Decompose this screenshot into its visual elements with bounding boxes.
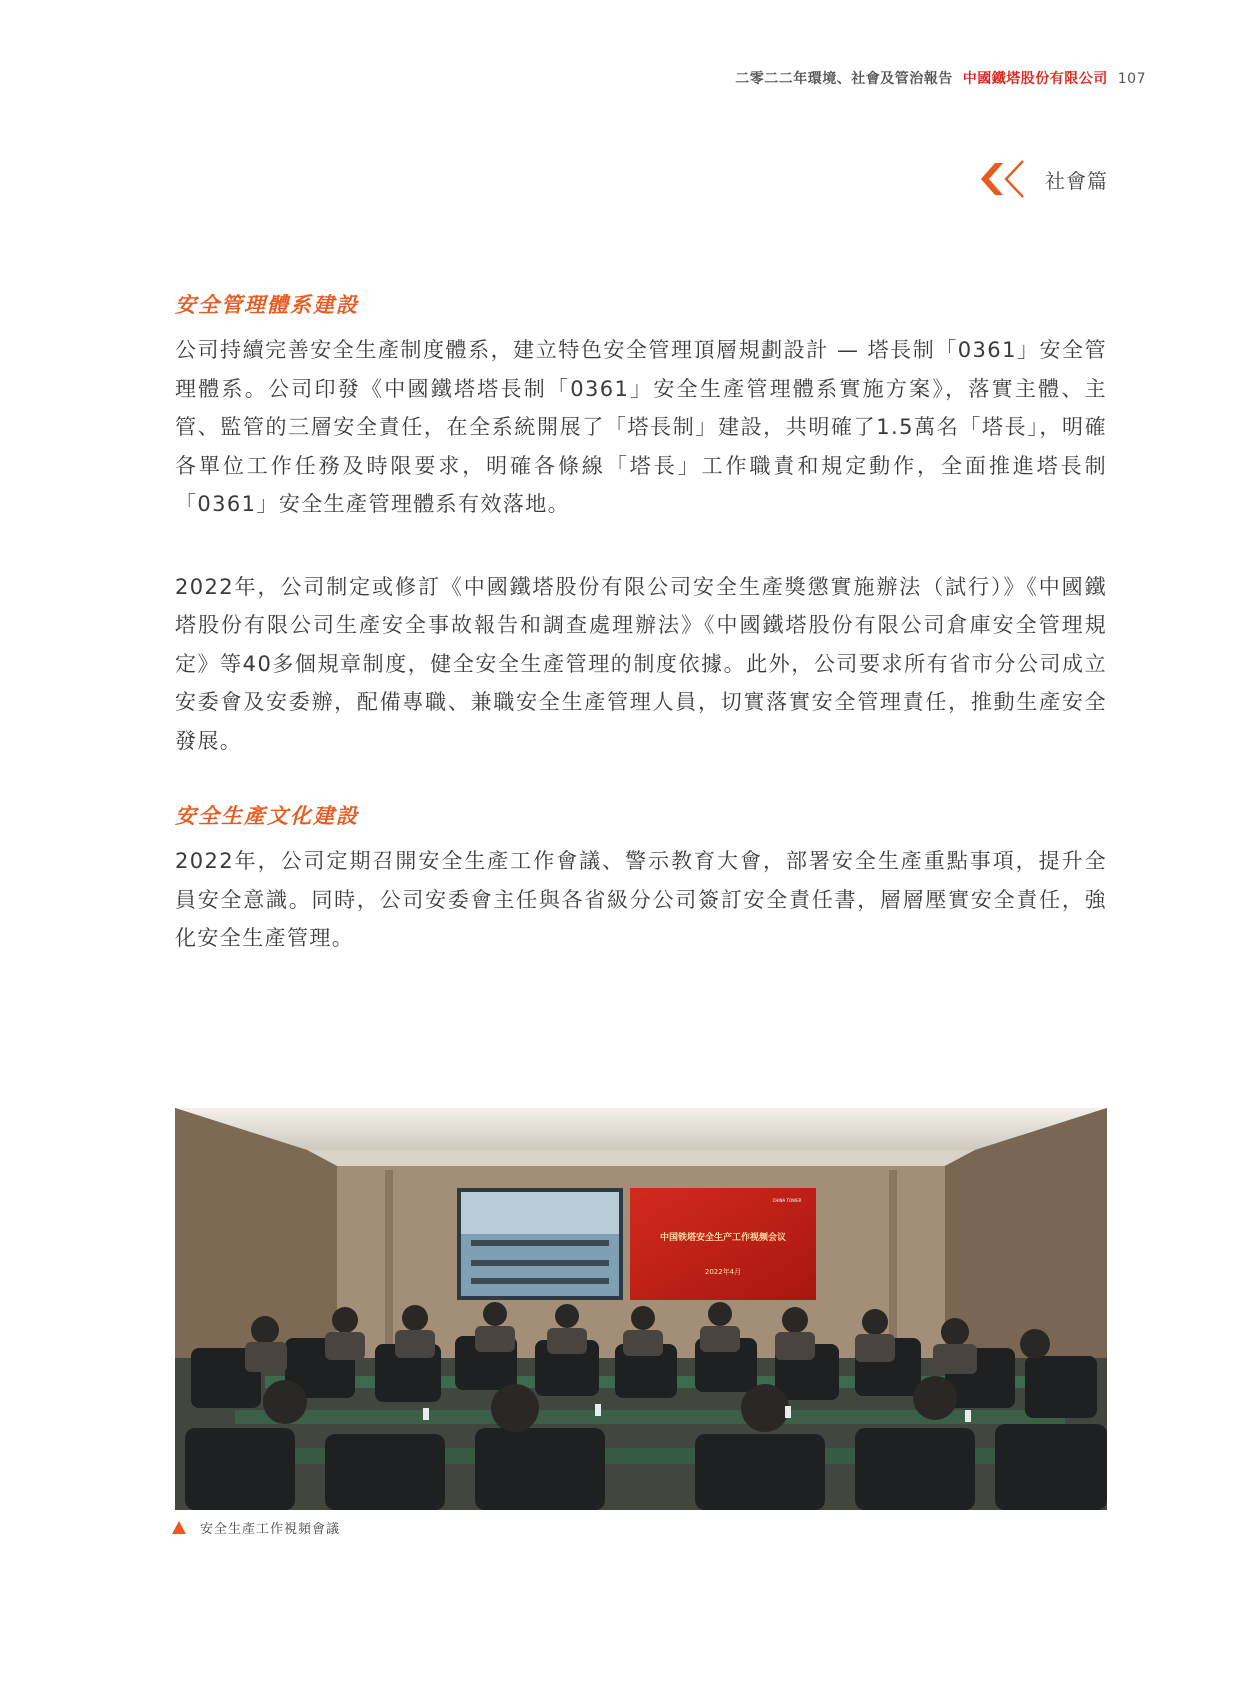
main-content: [175, 289, 1107, 958]
caption-text: 安全生產工作視頻會議: [200, 1522, 341, 1537]
body-paragraph: 公司持續完善安全生產制度體系，建立特色安全管理頂層規劃設計 — 塔長制「0361」安全管理體系。公司印發《中國鐵塔塔長制「0361」安全生產管理體系實施方案》，落實主體、主管、監管的三層安全責任，在全系統開展了「塔長制」建設，共明確了1.5萬名「塔長」，明確各單位工作任務及時限要求，明確各條線「塔長」工作職責和規定動作，全面推進塔長制「0361」安全生產管理體系有效落地。: [175, 338, 1107, 516]
report-title: 二零二二年環境、社會及管治報告: [735, 71, 953, 87]
double-chevron-icon: [979, 158, 1031, 200]
section-heading: 安全管理體系建設: [175, 293, 359, 317]
section-tab: [979, 158, 1108, 200]
screen-logo: CHINA TOWER: [772, 1198, 802, 1203]
triangle-icon: [172, 1521, 186, 1534]
meeting-photo: [175, 1108, 1107, 1510]
section-heading: 安全生產文化建設: [175, 804, 359, 828]
page-number: 107: [1117, 71, 1146, 87]
body-paragraph: 2022年，公司定期召開安全生產工作會議、警示教育大會，部署安全生產重點事項，提升全員安全意識。同時，公司安委會主任與各省級分公司簽訂安全責任書，層層壓實安全責任，強化安全生產管理。: [175, 849, 1107, 950]
body-paragraph: 2022年，公司制定或修訂《中國鐵塔股份有限公司安全生產獎懲實施辦法（試行）》《中國鐵塔股份有限公司生產安全事故報告和調查處理辦法》《中國鐵塔股份有限公司倉庫安全管理規定》等40多個規章制度，健全安全生產管理的制度依據。此外，公司要求所有省市分公司成立安委會及安委辦，配備專職、兼職安全生產管理人員，切實落實安全管理責任，推動生產安全發展。: [175, 574, 1107, 753]
screen-date: 2022年4月: [704, 1268, 742, 1276]
page-header: [735, 68, 1146, 88]
screen-title: 中国铁塔安全生产工作视频会议: [659, 1233, 787, 1243]
company-name: 中國鐵塔股份有限公司: [962, 71, 1108, 87]
section-tab-label: 社會篇: [1045, 168, 1108, 193]
photo-caption: [172, 1518, 340, 1537]
